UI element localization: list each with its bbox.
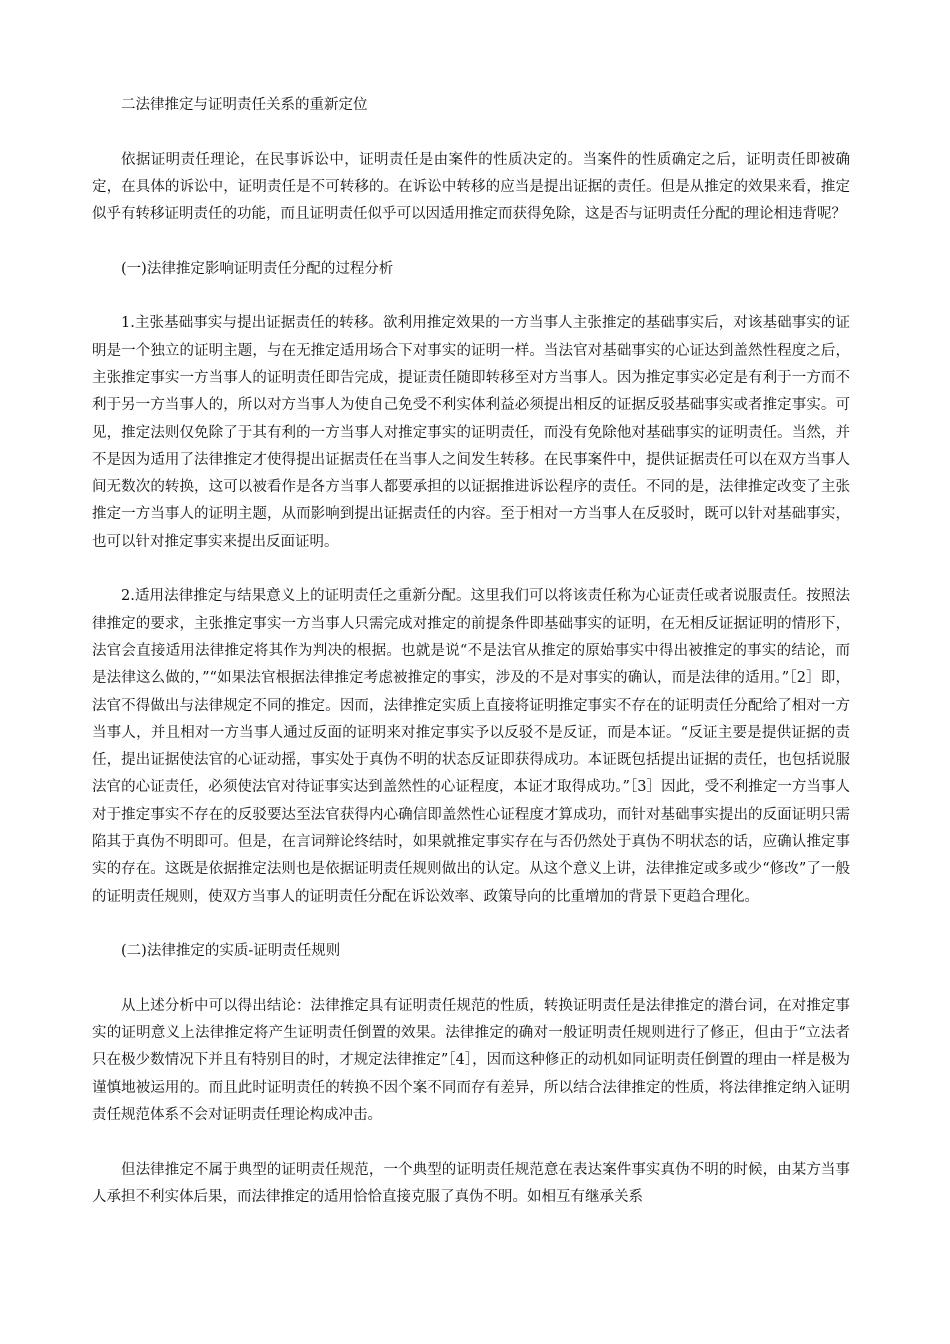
- spacer: [92, 283, 850, 310]
- spacer: [92, 911, 850, 938]
- spacer: [92, 966, 850, 993]
- paragraph-3: 从上述分析中可以得出结论：法律推定具有证明责任规范的性质，转换证明责任是法律推定的潜台词，在对推定事实的证明意义上法律推定将产生证明责任倒置的效果。法律推定的确对一般证明责任规则进行了修正，但由于“立法者只在极少数情况下并且有特别目的时，才规定法律推定”［4］，因而这种修正的动机如同证明责任倒置的理由一样是极为谨慎地被运用的。而且此时证明责任的转换不因个案不同而存有差异，所以结合法律推定的性质，将法律推定纳入证明责任规范体系不会对证明责任理论构成冲击。: [92, 997, 850, 1123]
- document-page: [92, 92, 850, 1211]
- subsection-heading-1: (一)法律推定影响证明责任分配的过程分析: [121, 260, 394, 277]
- intro-paragraph: 依据证明责任理论，在民事诉讼中，证明责任是由案件的性质决定的。当案件的性质确定之后，证明责任即被确定，在具体的诉讼中，证明责任是不可转移的。在诉讼中转移的应当是提出证据的责任。但是从推定的效果来看，推定似乎有转移证明责任的功能，而且证明责任似乎可以因适用推定而获得免除，这是否与证明责任分配的理论相违背呢？: [92, 151, 850, 223]
- spacer: [92, 228, 850, 255]
- section-heading: 二法律推定与证明责任关系的重新定位: [121, 97, 368, 113]
- subsection-heading-2: (二)法律推定的实质-证明责任规则: [121, 943, 341, 960]
- spacer: [92, 1129, 850, 1156]
- paragraph-4: 但法律推定不属于典型的证明责任规范，一个典型的证明责任规范意在表达案件事实真伪不明的时候，由某方当事人承担不利实体后果，而法律推定的适用恰恰直接克服了真伪不明。如相互有继承关系: [92, 1161, 850, 1205]
- paragraph-1: 1.主张基础事实与提出证据责任的转移。欲利用推定效果的一方当事人主张推定的基础事实后，对该基础事实的证明是一个独立的证明主题，与在无推定适用场合下对事实的证明一样。当法官对基础事实的心证达到盖然性程度之后，主张推定事实一方当事人的证明责任即告完成，提证责任随即转移至对方当事人。因为推定事实必定是有利于一方而不利于另一方当事人的，所以对方当事人为使自己免受不利实体利益必须提出相反的证据反驳基础事实或者推定事实。可见，推定法则仅免除了于其有利的一方当事人对推定事实的证明责任，而没有免除他对基础事实的证明责任。当然，并不是因为适用了法律推定才使得提出证据责任在当事人之间发生转移。在民事案件中，提供证据责任可以在双方当事人间无数次的转换，这可以被看作是各方当事人都要承担的以证据推进诉讼程序的责任。不同的是，法律推定改变了主张推定一方当事人的证明主题，从而影响到提出证据责任的内容。至于相对一方当事人在反驳时，既可以针对基础事实，也可以针对推定事实来提出反面证明。: [92, 315, 850, 550]
- spacer: [92, 119, 850, 146]
- paragraph-2: 2.适用法律推定与结果意义上的证明责任之重新分配。这里我们可以将该责任称为心证责任或者说服责任。按照法律推定的要求，主张推定事实一方当事人只需完成对推定的前提条件即基础事实的证明，在无相反证据证明的情形下，法官会直接适用法律推定将其作为判决的根据。也就是说“不是法官从推定的原始事实中得出被推定的事实的结论，而是法律这么做的，”“如果法官根据法律推定考虑被推定的事实，涉及的不是对事实的确认，而是法律的适用。”［2］即，法官不得做出与法律规定不同的推定。因而，法律推定实质上直接将证明推定事实不存在的证明责任分配给了相对一方当事人，并且相对一方当事人通过反面的证明来对推定事实予以反驳不是反证，而是本证。“反证主要是提供证据的责任，提出证据使法官的心证动摇，事实处于真伪不明的状态反证即获得成功。本证既包括提出证据的责任，也包括说服法官的心证责任，必须使法官对待证事实达到盖然性的心证程度，本证才取得成功。”［3］因此，受不利推定一方当事人对于推定事实不存在的反驳要达至法官获得内心确信即盖然性心证程度才算成功，而针对基础事实提出的反面证明只需陷其于真伪不明即可。但是，在言词辩论终结时，如果就推定事实存在与否仍然处于真伪不明状态的话，应确认推定事实的存在。这既是依据推定法则也是依据证明责任规则做出的认定。从这个意义上讲，法律推定或多或少“修改”了一般的证明责任规则，使双方当事人的证明责任分配在诉讼效率、政策导向的比重增加的背景下更趋合理化。: [92, 588, 850, 905]
- spacer: [92, 556, 850, 583]
